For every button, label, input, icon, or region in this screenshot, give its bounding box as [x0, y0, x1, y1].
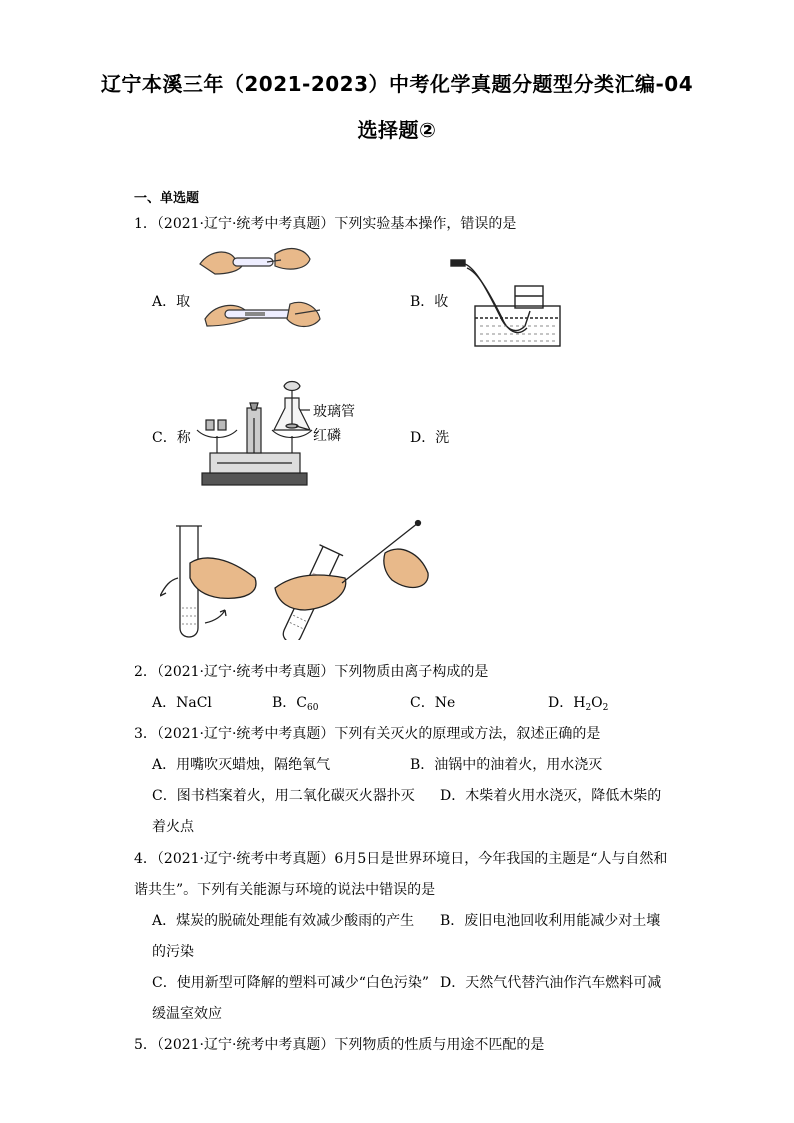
figure-d-wash-tube [160, 518, 435, 640]
q3-stem: 3．（2021·辽宁·统考中考真题）下列有关灭火的原理或方法，叙述正确的是 [134, 726, 601, 742]
page-title: 辽宁本溪三年（2021-2023）中考化学真题分题型分类汇编-04 [100, 72, 694, 96]
q4-option-d: D．天然气代替汽油作汽车燃料可减 [440, 975, 662, 991]
q4-option-d-cont: 缓温室效应 [152, 1006, 222, 1022]
figure-a-take-reagent [195, 244, 325, 354]
q4-option-a: A．煤炭的脱硫处理能有效减少酸雨的产生 [152, 913, 415, 929]
q4-option-b-cont: 的污染 [152, 944, 194, 960]
q1-stem: 1．（2021·辽宁·统考中考真题）下列实验基本操作，错误的是 [134, 216, 517, 232]
q1-option-b: B．收 [410, 294, 449, 310]
q4-stem-line1: 4．（2021·辽宁·统考中考真题）6月5日是世界环境日，今年我国的主题是“人与自然和 [134, 851, 668, 867]
q4-option-c: C．使用新型可降解的塑料可减少“白色污染” [152, 975, 430, 991]
page-subtitle: 选择题② [357, 118, 437, 142]
fig-c-label-glass-tube: 玻璃管 [313, 404, 355, 420]
fig-c-label-red-phosphorus: 红磷 [313, 428, 341, 444]
q2-stem: 2．（2021·辽宁·统考中考真题）下列物质由离子构成的是 [134, 664, 489, 680]
figure-c-balance [192, 378, 317, 493]
figure-b-collect-gas [445, 256, 565, 351]
q2-option-d: D．$H_2O_2$ [548, 695, 609, 713]
q4-option-b: B．废旧电池回收利用能减少对土壤 [440, 913, 661, 929]
q2-option-c: C．Ne [410, 695, 456, 711]
q3-option-a: A．用嘴吹灭蜡烛，隔绝氧气 [152, 757, 331, 773]
q3-option-d: D．木柴着火用水浇灭，降低木柴的 [440, 788, 662, 804]
q1-option-a: A．取 [152, 294, 191, 310]
q5-stem: 5．（2021·辽宁·统考中考真题）下列物质的性质与用途不匹配的是 [134, 1037, 545, 1053]
q3-option-c: C．图书档案着火，用二氧化碳灭火器扑灭 [152, 788, 415, 804]
q3-option-b: B．油锅中的油着火，用水浇灭 [410, 757, 603, 773]
q2-option-b: B．$C_{60}$ [272, 695, 319, 713]
q1-option-d: D．洗 [410, 430, 450, 446]
section-heading: 一、单选题 [134, 191, 200, 206]
q1-option-c: C．称 [152, 430, 191, 446]
q3-option-d-cont: 着火点 [152, 819, 194, 835]
q2-option-a: A．NaCl [152, 695, 212, 711]
q4-stem-line2: 谐共生”。下列有关能源与环境的说法中错误的是 [134, 882, 436, 898]
